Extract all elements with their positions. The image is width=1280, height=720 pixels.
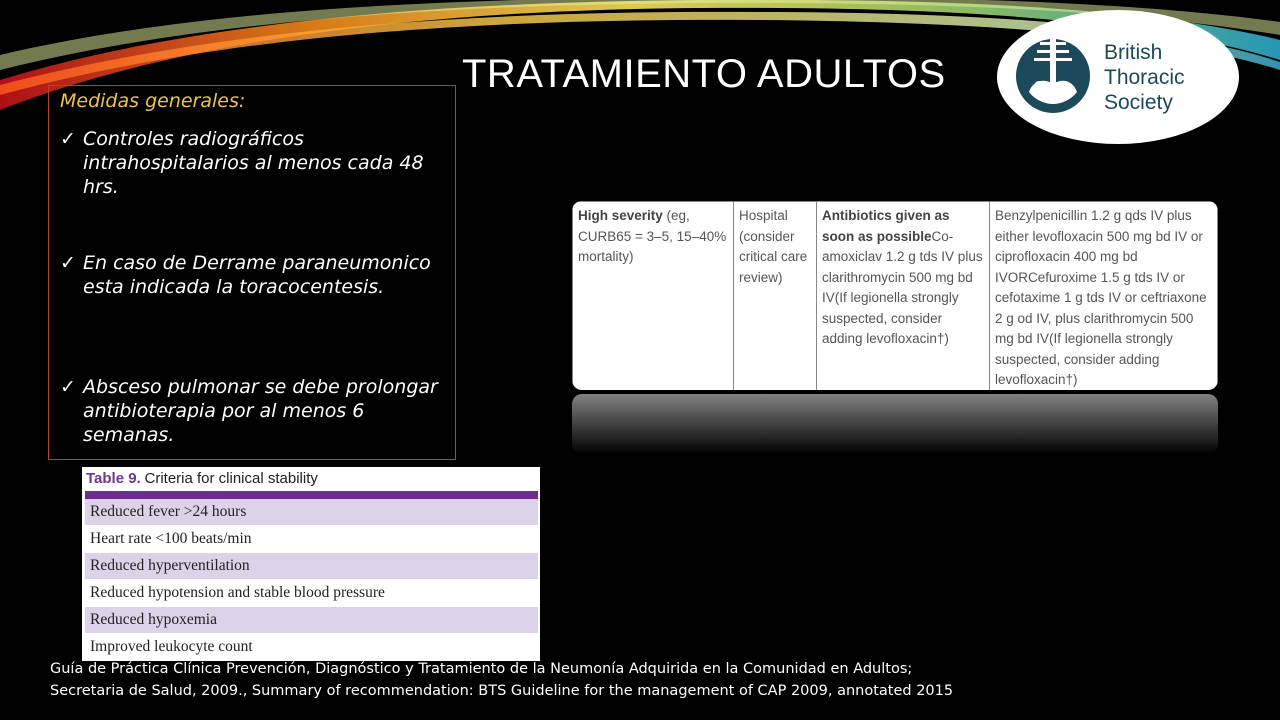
severity-detail: (eg, CURB65 = 3–5, 15–40% mortality) [578, 208, 727, 264]
table-reflection [572, 394, 1218, 454]
table-row: Reduced hyperventilation [85, 553, 538, 579]
logo-line-2: Thoracic [1104, 66, 1185, 89]
table-row: Reduced fever >24 hours [85, 499, 538, 525]
table9-header [86, 470, 318, 488]
severity-label: High severity [578, 208, 663, 223]
table-row: Reduced hypotension and stable blood pressure [90, 584, 385, 601]
setting-cell: Hospital (consider critical care review) [734, 202, 817, 391]
clinical-stability-table [82, 467, 540, 661]
measures-heading: Medidas generales: [60, 90, 246, 112]
citation-line-2: Secretaria de Salud, 2009., Summary of recommendation: BTS Guideline for the management of CAP 2009, annotated 2015 [50, 683, 954, 699]
slide-title: TRATAMIENTO ADULTOS [462, 52, 946, 96]
check-icon: ✓ [60, 128, 76, 150]
measure-text: En caso de Derrame paraneumonico esta indicada la toracocentesis. [83, 252, 431, 298]
table-row: Reduced hypoxemia [85, 607, 538, 633]
measure-item-3 [60, 375, 440, 447]
logo-line-1: British [1104, 41, 1163, 64]
citation-line-1: Guía de Práctica Clínica Prevención, Diagnóstico y Tratamiento de la Neumonía Adquirida en la Comunidad en Adultos; [50, 661, 913, 677]
antibiotics-detail: Co-amoxiclav 1.2 g tds IV plus clarithromycin 500 mg bd IV(If legionella strongly suspected, consider adding levofloxacin†) [822, 228, 983, 346]
table-row: Improved leukocyte count [90, 638, 253, 655]
table9-label: Table 9. [86, 470, 141, 487]
measure-text: Absceso pulmonar se debe prolongar antibioterapia por al menos 6 semanas. [83, 376, 438, 446]
bts-emblem-icon [1015, 28, 1091, 124]
alternative-cell: Benzylpenicillin 1.2 g qds IV plus either levofloxacin 500 mg bd IV or ciprofloxacin 400 mg bd IVORCefuroxime 1.5 g tds IV or cefotaxime 1 g tds IV or ceftriaxone 2 g od IV, plus clarithromycin 500 mg bd IV(If legionella strongly suspected, consider adding levofloxacin†) [990, 202, 1218, 391]
citation-footer [50, 658, 953, 702]
check-icon: ✓ [60, 376, 76, 398]
bts-logo [997, 10, 1239, 144]
antibiotics-cell [817, 202, 990, 391]
check-icon: ✓ [60, 252, 76, 274]
measure-item-1 [60, 127, 440, 199]
measure-text: Controles radiográficos intrahospitalarios al menos cada 48 hrs. [83, 128, 424, 198]
table9-header-bar [85, 491, 538, 499]
logo-line-3: Society [1104, 91, 1173, 114]
reflection-content [572, 394, 1218, 454]
table9-caption: Criteria for clinical stability [144, 470, 318, 487]
measure-item-2 [60, 251, 440, 299]
bts-recommendation-table [572, 201, 1218, 390]
severity-cell [573, 202, 734, 391]
table-row: Heart rate <100 beats/min [90, 530, 252, 547]
antibiotics-label: Antibiotics given as soon as possible [822, 208, 950, 244]
general-measures-box [48, 85, 456, 460]
